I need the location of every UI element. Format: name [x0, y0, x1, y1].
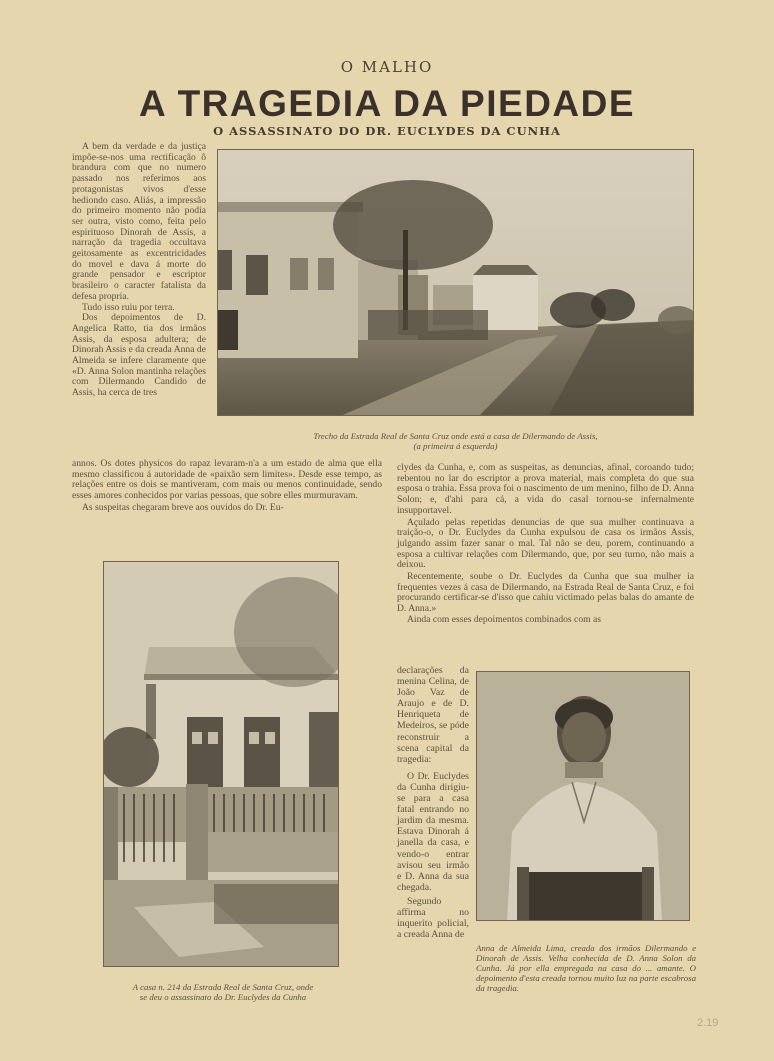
portrait-photo	[476, 671, 690, 921]
house-photo	[103, 561, 339, 967]
paragraph: declarações da menina Celina, de João Vaz de Araujo e de D. Henriqueta de Medeiros, se póde reconstruir a scena capital da tragedia:	[397, 665, 469, 765]
house-photo-caption: A casa n. 214 da Estrada Real de Santa Cruz, onde se deu o assassinato do Dr. Euclydes da Cunha	[132, 982, 314, 1002]
right-column-text	[397, 463, 694, 626]
portrait-photo-caption: Anna de Almeida Lima, creada dos irmãos Dilermando e Dinorah de Assis. Velha conhecida de D. Anna Solon da Cunha. Já por ella empregada na casa do ... amante. O depoimento d'esta creada tornou muito luz na parte escabrosa da tragedia.	[476, 943, 696, 993]
paragraph: Recentemente, soube o Dr. Euclydes da Cunha que sua mulher ia frequentes vezes á casa de Dilermando, na Estrada Real de Santa Cruz, e foi procurando certificar-se d'isso que cahiu victimado pelas balas do amante de D. Anna.»	[397, 571, 694, 615]
article-subtitle: O ASSASSINATO DO DR. EUCLYDES DA CUNHA	[213, 124, 561, 138]
paragraph: O Dr. Euclydes da Cunha dirigiu-se para a casa fatal entrando no jardim da mesma. Estava Dinorah á janella da casa, e vendo-o entrar avisou seu irmão e D. Anna da sua chegada.	[397, 770, 469, 893]
article-title: A TRAGEDIA DA PIEDADE	[138, 83, 636, 124]
paragraph: Tudo isso ruiu por terra.	[82, 301, 175, 313]
street-scene-illustration	[218, 150, 694, 416]
street-photo	[217, 149, 694, 416]
narrow-column-text	[397, 665, 469, 940]
paragraph: Ainda com esses depoimentos combinados com as	[407, 613, 601, 625]
house-facade-illustration	[104, 562, 339, 967]
paragraph: clydes da Cunha, e, com as suspeitas, as denuncias, afinal, coroando tudo; rebentou no lar do escriptor a prova material, mais completa do que sua esposa o trahia. Essa prova foi o nascimento de um menino, filho de D. Anna Solon; e, d'ahi para cá, a vida do casal tornou-se infernalmente insupportavel.	[397, 462, 694, 516]
wide-paragraph	[72, 459, 382, 514]
left-column-text	[72, 142, 206, 399]
paragraph: As suspeitas chegaram breve aos ouvidos do Dr. Eu-	[82, 501, 284, 513]
paragraph: Segundo affirma no inquerito policial, a creada Anna de	[397, 895, 469, 941]
paragraph: annos. Os dotes physicos do rapaz levaram-n'a a um estado de alma que ella mesmo classificou á autoridade de «paixão sem limites». Desde esse tempo, as relações entre os dois se mantiveram, com mais ou menos continuidade, sendo esses amores conhecidos por varias pessoas, que sobre elles murmuravam.	[72, 458, 382, 502]
paragraph: A bem da verdade e da justiça impõe-se-nos uma rectificação ô brandura com que no numero passado nos referimos aos protagonistas vivos d'esse hediondo caso. Aliás, a impressão do primeiro momento não podia ser outra, visto como, feita pelo espirituoso Dinorah de Assis, a narração da tragedia occultava geitosamente as excentricidades do movel e dava á morte do grande pensador e escriptor brasileiro o caracter fatalista da defesa propria.	[72, 141, 206, 302]
masthead: O MALHO	[340, 58, 434, 76]
paragraph: Açulado pelas repetidas denuncias de que sua mulher continuava a traição-o, o Dr. Euclydes da Cunha expulsou de casa os irmãos Assis, julgando assim fazer sanar o mal. Tal não se deu, porem, continuando a esposa a cultivar relações com Dilermando, que, por seu turno, não mais a deixou.	[397, 516, 694, 571]
street-photo-caption: Trecho da Estrada Real de Santa Cruz onde está a casa de Dilermando de Assis, (a primeira á esquerda)	[313, 431, 598, 451]
portrait-illustration	[477, 672, 690, 921]
paragraph: Dos depoimentos de D. Angelica Ratto, tia dos irmãos Assis, da esposa adultera; de Dinorah Assis e da creada Anna de Almeida se infere claramente que «D. Anna Solon mantinha relações com Dilermando Candido de Assis, ha cerca de tres	[72, 312, 206, 399]
page-number: 2.19	[697, 1017, 719, 1029]
